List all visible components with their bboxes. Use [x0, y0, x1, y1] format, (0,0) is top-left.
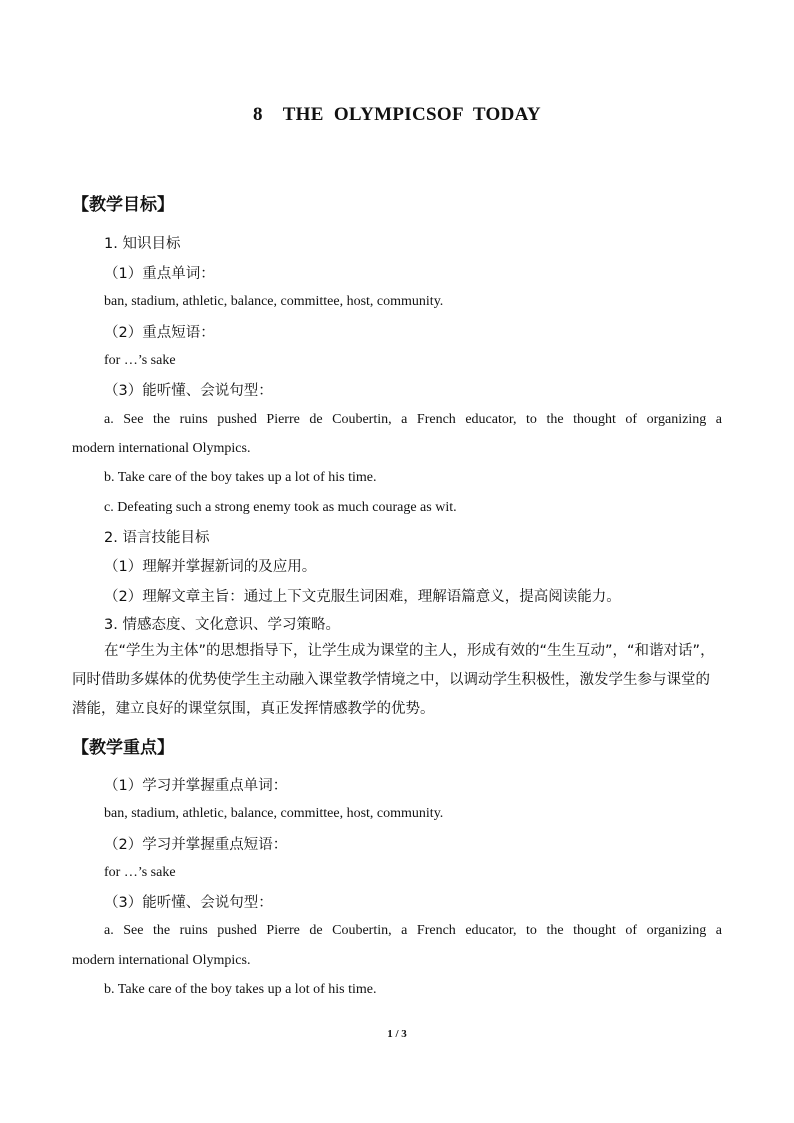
kp-words-list: ban, stadium, athletic, balance, committee, host, community. — [104, 806, 444, 821]
key-phrases-label: （2）重点短语： — [104, 325, 215, 341]
kp-sentence-a-line2: modern international Olympics. — [72, 953, 251, 968]
kp-phrase: for …’s sake — [104, 865, 176, 880]
page-number: 1 / 3 — [387, 1028, 407, 1040]
kp-sentence-b: b. Take care of the boy takes up a lot of his time. — [104, 982, 377, 997]
attitude-paragraph: 在“学生为主体”的思想指导下，让学生成为课堂的主人，形成有效的“生生互动”，“和谐对话”，同时借助多媒体的优势使学生主动融入课堂教学情境之中，以调动学生积极性，激发学生参与课堂的潜能，建立良好的课堂氛围，真正发挥情感教学的优势。 — [72, 643, 715, 717]
sentence-patterns-label: （3）能听懂、会说句型： — [104, 383, 273, 399]
key-words-label: （1）重点单词： — [104, 266, 215, 282]
skill-item-2: （2）理解文章主旨：通过上下文克服生词困难，理解语篇意义，提高阅读能力。 — [104, 589, 621, 605]
sentence-c: c. Defeating such a strong enemy took as much courage as wit. — [104, 500, 457, 515]
document-title: 8 THE OLYMPICSOF TODAY — [253, 104, 541, 125]
sentence-b: b. Take care of the boy takes up a lot of his time. — [104, 470, 377, 485]
skills-goal-title: 2. 语言技能目标 — [104, 530, 210, 546]
sentence-a-line2: modern international Olympics. — [72, 441, 251, 456]
sentence-a-line1: a. See the ruins pushed Pierre de Coubertin, a French educator, to the thought of organizing a — [104, 412, 722, 427]
section-heading-key-points: 【教学重点】 — [72, 738, 174, 758]
knowledge-goal-title: 1. 知识目标 — [104, 236, 181, 252]
skill-item-1: （1）理解并掌握新词的及应用。 — [104, 559, 317, 575]
kp-phrases-label: （2）学习并掌握重点短语： — [104, 837, 288, 853]
key-words-list: ban, stadium, athletic, balance, committee, host, community. — [104, 294, 444, 309]
kp-sentence-a-line1: a. See the ruins pushed Pierre de Coubertin, a French educator, to the thought of organizing a — [104, 923, 722, 938]
kp-sentence-patterns-label: （3）能听懂、会说句型： — [104, 895, 273, 911]
key-phrase: for …’s sake — [104, 353, 176, 368]
kp-words-label: （1）学习并掌握重点单词： — [104, 778, 288, 794]
attitude-goal-title: 3. 情感态度、文化意识、学习策略。 — [104, 617, 340, 633]
section-heading-objectives: 【教学目标】 — [72, 195, 174, 215]
